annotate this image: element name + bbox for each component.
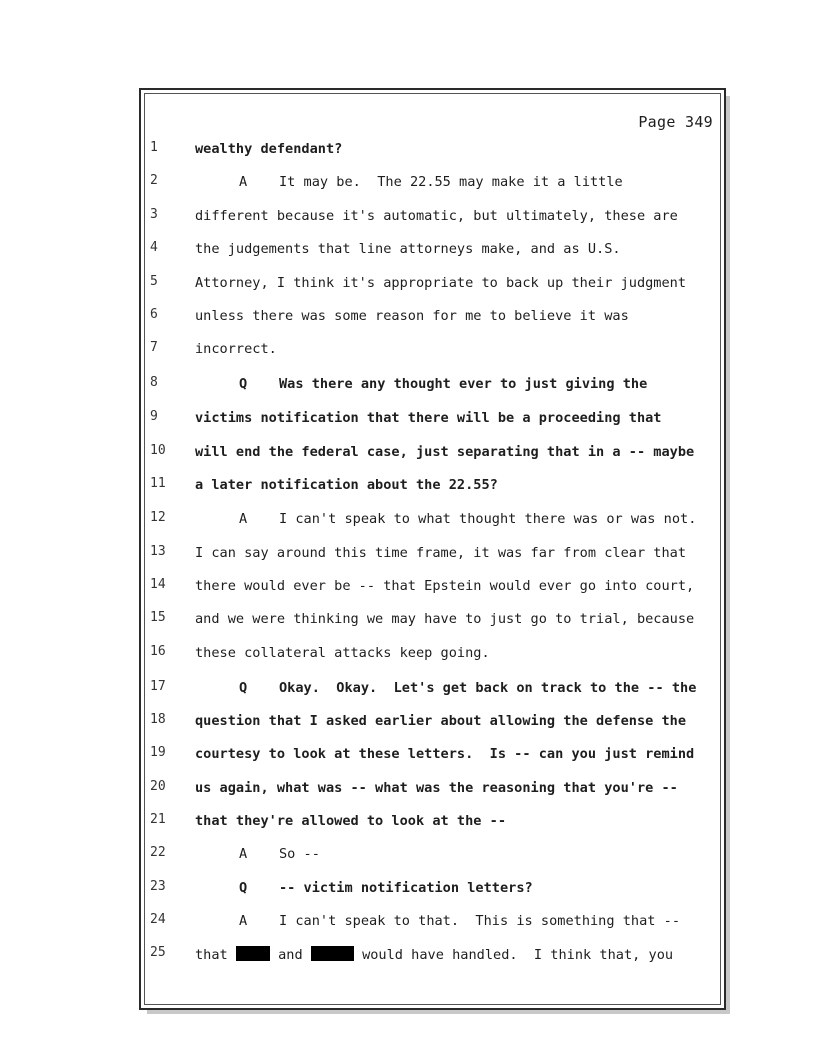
line-text-segment: that (195, 947, 228, 963)
line-text (195, 813, 506, 829)
transcript-line (0, 205, 816, 229)
line-text (195, 341, 277, 357)
line-text (195, 611, 694, 627)
transcript-line (0, 305, 816, 329)
line-text-segment: would have handled. I think that, you (362, 947, 674, 963)
transcript-line (0, 575, 816, 599)
line-text (195, 578, 694, 594)
line-text (195, 713, 686, 729)
speaker-tag: Q (239, 680, 248, 696)
line-text-content: It may be. The 22.55 may make it a little (279, 174, 623, 190)
line-text (195, 275, 686, 291)
line-text (195, 444, 694, 460)
line-number: 20 (150, 779, 166, 794)
line-text (195, 680, 696, 696)
line-number: 18 (150, 712, 166, 727)
speaker-tag: Q (239, 376, 248, 392)
redaction-box (311, 946, 354, 961)
line-text (195, 174, 623, 190)
line-text-content: I can say around this time frame, it was far from clear that (195, 545, 687, 561)
transcript-line (0, 238, 816, 262)
line-number: 17 (150, 679, 166, 694)
line-text (195, 511, 696, 527)
transcript-line (0, 441, 816, 465)
line-number: 21 (150, 812, 166, 827)
line-text-content: Was there any thought ever to just giving the (279, 376, 648, 392)
transcript-line (0, 171, 816, 195)
page-number: Page 349 (638, 113, 713, 131)
transcript-line (0, 710, 816, 734)
line-number: 14 (150, 577, 166, 592)
line-number: 3 (150, 207, 158, 222)
line-text (195, 208, 678, 224)
transcript-line (0, 743, 816, 767)
line-text (195, 946, 673, 963)
transcript-line (0, 608, 816, 632)
speaker-tag: A (239, 511, 248, 527)
line-text-content: unless there was some reason for me to believe it was (195, 308, 629, 324)
transcript-line (0, 943, 816, 967)
transcript-line (0, 810, 816, 834)
line-text-content: wealthy defendant? (195, 141, 343, 157)
transcript-line (0, 677, 816, 701)
line-text (195, 241, 621, 257)
redaction-box (236, 946, 270, 961)
line-number: 23 (150, 879, 166, 894)
line-text-content: So -- (279, 846, 320, 862)
line-number: 7 (150, 340, 158, 355)
line-text-content: the judgements that line attorneys make, and as U.S. (195, 241, 621, 257)
transcript-line (0, 542, 816, 566)
speaker-tag: A (239, 913, 248, 929)
line-text-content: and we were thinking we may have to just go to trial, because (195, 611, 695, 627)
line-number: 19 (150, 745, 166, 760)
line-number: 22 (150, 845, 166, 860)
page-border-shadow-bottom (147, 1010, 730, 1014)
transcript-line (0, 910, 816, 934)
line-number: 24 (150, 912, 166, 927)
speaker-tag: Q (239, 880, 248, 896)
transcript-line (0, 474, 816, 498)
line-text-content: different because it's automatic, but ultimately, these are (195, 208, 678, 224)
line-text (195, 780, 678, 796)
line-text-content: these collateral attacks keep going. (195, 645, 490, 661)
line-text-content: a later notification about the 22.55? (195, 477, 498, 493)
line-number: 12 (150, 510, 166, 525)
line-number: 8 (150, 375, 158, 390)
line-number: 9 (150, 409, 158, 424)
speaker-tag: A (239, 846, 248, 862)
line-text (195, 645, 490, 661)
line-number: 25 (150, 945, 166, 960)
transcript-line (0, 272, 816, 296)
line-text-segment: and (278, 947, 303, 963)
line-number: 10 (150, 443, 166, 458)
line-number: 4 (150, 240, 158, 255)
line-number: 2 (150, 173, 158, 188)
line-text-content: that they're allowed to look at the -- (195, 813, 506, 829)
line-text-content: Okay. Okay. Let's get back on track to the -- the (279, 680, 697, 696)
line-text (195, 545, 686, 561)
line-text-content: I can't speak to that. This is something that -- (279, 913, 681, 929)
transcript-line (0, 373, 816, 397)
line-number: 13 (150, 544, 166, 559)
transcript-line (0, 843, 816, 867)
line-number: 15 (150, 610, 166, 625)
transcript-line (0, 338, 816, 362)
line-text (195, 308, 629, 324)
line-number: 6 (150, 307, 158, 322)
line-text (195, 141, 342, 157)
line-text-content: will end the federal case, just separating that in a -- maybe (195, 444, 695, 460)
transcript-line (0, 407, 816, 431)
line-number: 16 (150, 644, 166, 659)
line-text (195, 746, 694, 762)
line-text (195, 477, 498, 493)
line-text (195, 376, 647, 392)
speaker-tag: A (239, 174, 248, 190)
line-number: 1 (150, 140, 158, 155)
line-text-content: question that I asked earlier about allowing the defense the (195, 713, 687, 729)
line-text-content: -- victim notification letters? (279, 880, 533, 896)
transcript-line (0, 777, 816, 801)
transcript-line (0, 877, 816, 901)
transcript-line (0, 642, 816, 666)
line-text (195, 846, 320, 862)
line-text-content: incorrect. (195, 341, 277, 357)
line-number: 11 (150, 476, 166, 491)
line-text-content: victims notification that there will be a proceeding that (195, 410, 662, 426)
line-text-content: there would ever be -- that Epstein would ever go into court, (195, 578, 695, 594)
line-text-content: us again, what was -- what was the reasoning that you're -- (195, 780, 678, 796)
transcript-line (0, 508, 816, 532)
line-text-content: Attorney, I think it's appropriate to back up their judgment (195, 275, 687, 291)
line-text (195, 410, 662, 426)
line-text-content: courtesy to look at these letters. Is -- can you just remind (195, 746, 695, 762)
transcript-line (0, 138, 816, 162)
line-text-content: I can't speak to what thought there was or was not. (279, 511, 697, 527)
line-number: 5 (150, 274, 158, 289)
line-text (195, 913, 680, 929)
line-text (195, 880, 533, 896)
